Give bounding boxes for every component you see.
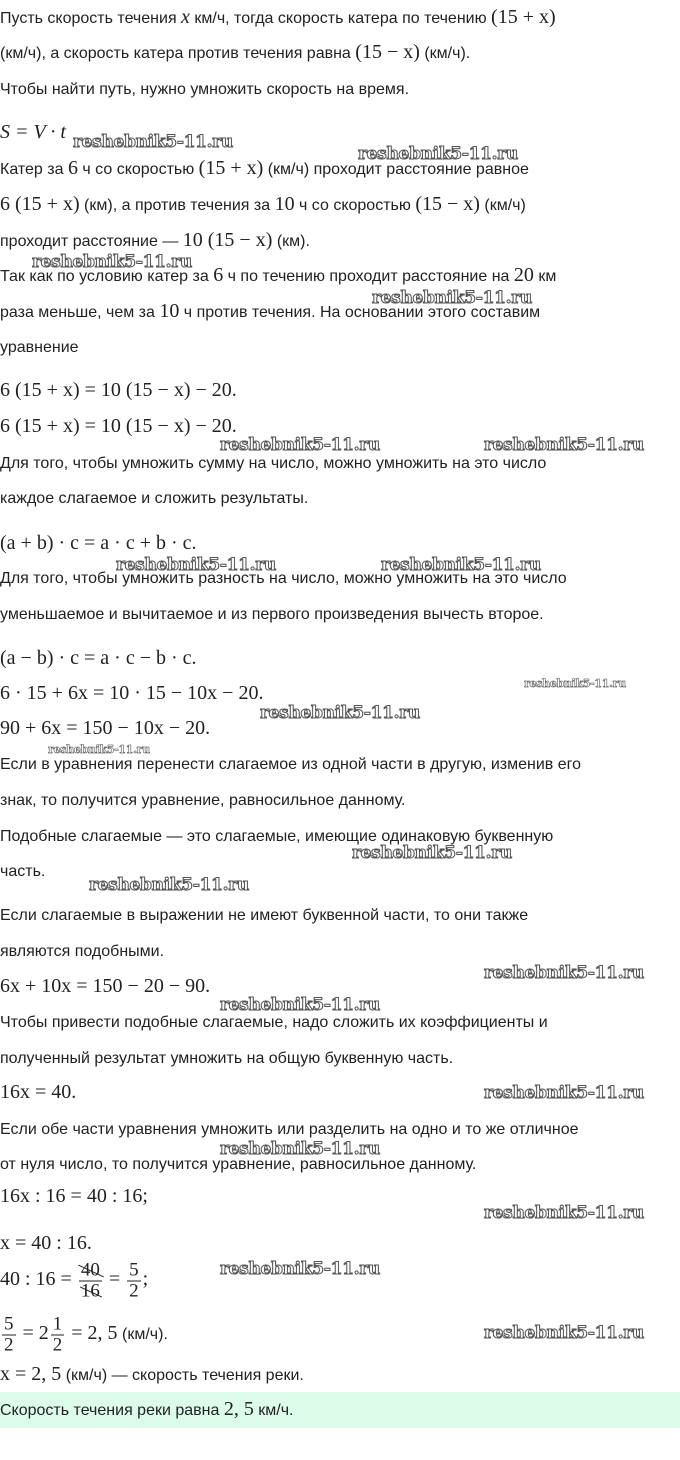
fraction — [2, 1315, 16, 1356]
text-line — [0, 940, 164, 964]
text-run: ч против течения. На основании этого составим — [179, 304, 541, 321]
text-line — [0, 1315, 168, 1356]
watermark: reshebnik5-11.ru — [220, 1139, 380, 1159]
text-line — [0, 753, 581, 777]
watermark: reshebnik5-11.ru — [372, 288, 532, 308]
math-expression: 10 — [159, 300, 180, 322]
text-line — [0, 40, 470, 66]
text-run: Если обе части уравнения умножить или разделить на одно и то же отличное — [0, 1121, 579, 1138]
watermark: reshebnik5-11.ru — [358, 144, 518, 164]
watermark: reshebnik5-11.ru — [484, 1083, 644, 1103]
text-line — [0, 1261, 148, 1302]
math-expression: (15 + x) — [491, 6, 556, 28]
watermark: reshebnik5-11.ru — [524, 677, 626, 690]
watermark: reshebnik5-11.ru — [484, 963, 644, 983]
math-expression: (a − b) · c = a · c − b · c. — [0, 647, 197, 669]
text-run: Подобные слагаемые — это слагаемые, имеющие одинаковую буквенную — [0, 828, 554, 845]
fraction-denominator: 16 — [80, 1280, 100, 1302]
text-line — [0, 1080, 76, 1106]
text-run: Катер за — [0, 161, 68, 178]
math-expression: 6 — [213, 264, 224, 286]
answer-box — [0, 1392, 680, 1428]
text-run: (км/ч). — [419, 45, 471, 62]
text-run: (км/ч). — [117, 1326, 168, 1344]
text-run: Пусть скорость течения — [0, 10, 182, 27]
math-expression: 6x + 10x = 150 − 20 − 90. — [0, 975, 211, 997]
text-run: км/ч, тогда скорость катера по течению — [189, 10, 492, 27]
text-run: ч по течению проходит расстояние на — [223, 268, 514, 285]
text-run: (км), а против течения за — [79, 197, 275, 214]
watermark: reshebnik5-11.ru — [89, 875, 249, 895]
text-line — [0, 78, 409, 102]
text-line — [0, 860, 45, 884]
text-run: раза меньше, чем за — [0, 304, 160, 321]
text-run: Скорость течения реки равна — [0, 1402, 224, 1419]
fraction-numerator: 5 — [4, 1313, 14, 1335]
text-line — [0, 228, 310, 254]
text-line — [0, 974, 210, 1000]
watermark: reshebnik5-11.ru — [352, 843, 512, 863]
text-line — [0, 716, 210, 742]
text-run: (км). — [272, 233, 310, 250]
text-line — [0, 1362, 304, 1388]
text-run: (км/ч), а скорость катера против течения равна — [0, 45, 356, 62]
fraction — [51, 1315, 65, 1356]
math-expression: 6 — [67, 157, 78, 179]
text-run: проходит расстояние — — [0, 233, 183, 250]
fraction — [127, 1261, 141, 1302]
math-expression: 6 (15 + x) = 10 (15 − x) − 20. — [0, 415, 237, 437]
text-run: Для того, чтобы умножить разность на число, можно умножить на это число — [0, 570, 567, 587]
fraction-numerator: 1 — [52, 1313, 63, 1335]
math-expression: (15 − x) — [355, 41, 420, 63]
text-run: Так как по условию катер за — [0, 268, 214, 285]
text-line — [0, 1184, 148, 1210]
math-expression: 90 + 6x = 150 − 10x − 20. — [0, 717, 211, 739]
fraction-numerator: 40 — [80, 1259, 100, 1281]
text-run: являются подобными. — [0, 943, 165, 960]
text-run: км/ч. — [253, 1402, 294, 1419]
watermark: reshebnik5-11.ru — [484, 435, 644, 455]
text-line — [0, 120, 66, 146]
watermark: reshebnik5-11.ru — [260, 703, 420, 723]
math-expression: 10 — [274, 193, 295, 215]
watermark: reshebnik5-11.ru — [220, 995, 380, 1015]
text-run: Если в уравнения перенести слагаемое из одной части в другую, изменив его — [0, 756, 582, 773]
fraction-denominator: 2 — [129, 1280, 139, 1302]
math-expression: = — [103, 1268, 126, 1291]
watermark: reshebnik5-11.ru — [48, 743, 150, 756]
math-expression: 20 — [513, 264, 534, 286]
watermark: reshebnik5-11.ru — [484, 1203, 644, 1223]
math-expression: 6 (15 + x) — [0, 193, 80, 215]
math-expression: 10 (15 − x) — [182, 229, 273, 251]
text-line — [0, 531, 197, 557]
math-expression: = 2 — [17, 1322, 49, 1345]
math-expression: 6 (15 + x) = 10 (15 − x) − 20. — [0, 379, 237, 401]
text-line — [0, 789, 406, 813]
math-expression: (15 + x) — [198, 157, 264, 179]
text-line — [0, 646, 197, 672]
watermark: reshebnik5-11.ru — [220, 435, 380, 455]
text-run: от нуля число, то получится уравнение, равносильное данному. — [0, 1156, 477, 1173]
text-line — [0, 452, 546, 476]
text-run: ч со скоростью — [77, 161, 199, 178]
text-line — [0, 681, 263, 707]
fraction-numerator: 5 — [129, 1259, 139, 1281]
math-expression: x = 2, 5 — [0, 1363, 62, 1385]
math-expression: ; — [142, 1268, 149, 1291]
math-expression: 16x = 40. — [0, 1081, 77, 1103]
fraction-denominator: 2 — [52, 1334, 63, 1356]
text-run: Чтобы привести подобные слагаемые, надо сложить их коэффициенты и — [0, 1014, 548, 1031]
math-expression: 6 · 15 + 6x = 10 · 15 − 10x − 20. — [0, 682, 264, 704]
math-expression: x — [181, 6, 190, 28]
math-expression: (a + b) · c = a · c + b · c. — [0, 532, 197, 554]
math-expression: 2, 5 — [223, 1398, 254, 1420]
watermark: reshebnik5-11.ru — [116, 555, 276, 575]
watermark: reshebnik5-11.ru — [381, 555, 541, 575]
answer-text — [0, 1397, 294, 1423]
watermark: reshebnik5-11.ru — [220, 1259, 380, 1279]
text-line — [0, 378, 237, 404]
text-run: Для того, чтобы умножить сумму на число, можно умножить на это число — [0, 455, 547, 472]
text-run: уменьшаемое и вычитаемое и из первого произведения вычесть второе. — [0, 606, 544, 623]
watermark: reshebnik5-11.ru — [32, 252, 192, 272]
watermark: reshebnik5-11.ru — [73, 132, 233, 152]
math-expression: x = 40 : 16. — [0, 1232, 92, 1254]
text-run: (км/ч) — скорость течения реки. — [61, 1367, 304, 1384]
text-line — [0, 336, 79, 360]
text-line — [0, 603, 544, 627]
math-expression: = 2, 5 — [66, 1322, 118, 1345]
text-run: Чтобы найти путь, нужно умножить скорость на время. — [0, 81, 410, 98]
text-run: каждое слагаемое и сложить результаты. — [0, 490, 309, 507]
text-run: знак, то получится уравнение, равносильное данному. — [0, 792, 406, 809]
text-run: (км/ч) — [479, 197, 526, 214]
text-line — [0, 414, 237, 440]
math-expression: 16x : 16 = 40 : 16; — [0, 1185, 148, 1207]
text-run: ч со скоростью — [294, 197, 416, 214]
text-line — [0, 1047, 453, 1071]
watermark: reshebnik5-11.ru — [484, 1323, 644, 1343]
text-line — [0, 192, 526, 218]
math-expression: (15 − x) — [415, 193, 480, 215]
text-run: км — [533, 268, 557, 285]
text-run: часть. — [0, 863, 46, 880]
math-expression: 40 : 16 = — [0, 1268, 77, 1291]
text-line — [0, 904, 528, 928]
fraction — [79, 1261, 102, 1302]
text-run: полученный результат умножить на общую буквенную часть. — [0, 1050, 454, 1067]
text-run: Если слагаемые в выражении не имеют буквенной части, то они также — [0, 907, 529, 924]
text-line — [0, 5, 556, 31]
math-expression: S = V · t — [0, 121, 66, 143]
text-run: (км/ч) проходит расстояние равное — [263, 161, 529, 178]
text-line — [0, 1231, 92, 1257]
text-line — [0, 487, 308, 511]
fraction-denominator: 2 — [4, 1334, 14, 1356]
text-run: уравнение — [0, 339, 79, 356]
